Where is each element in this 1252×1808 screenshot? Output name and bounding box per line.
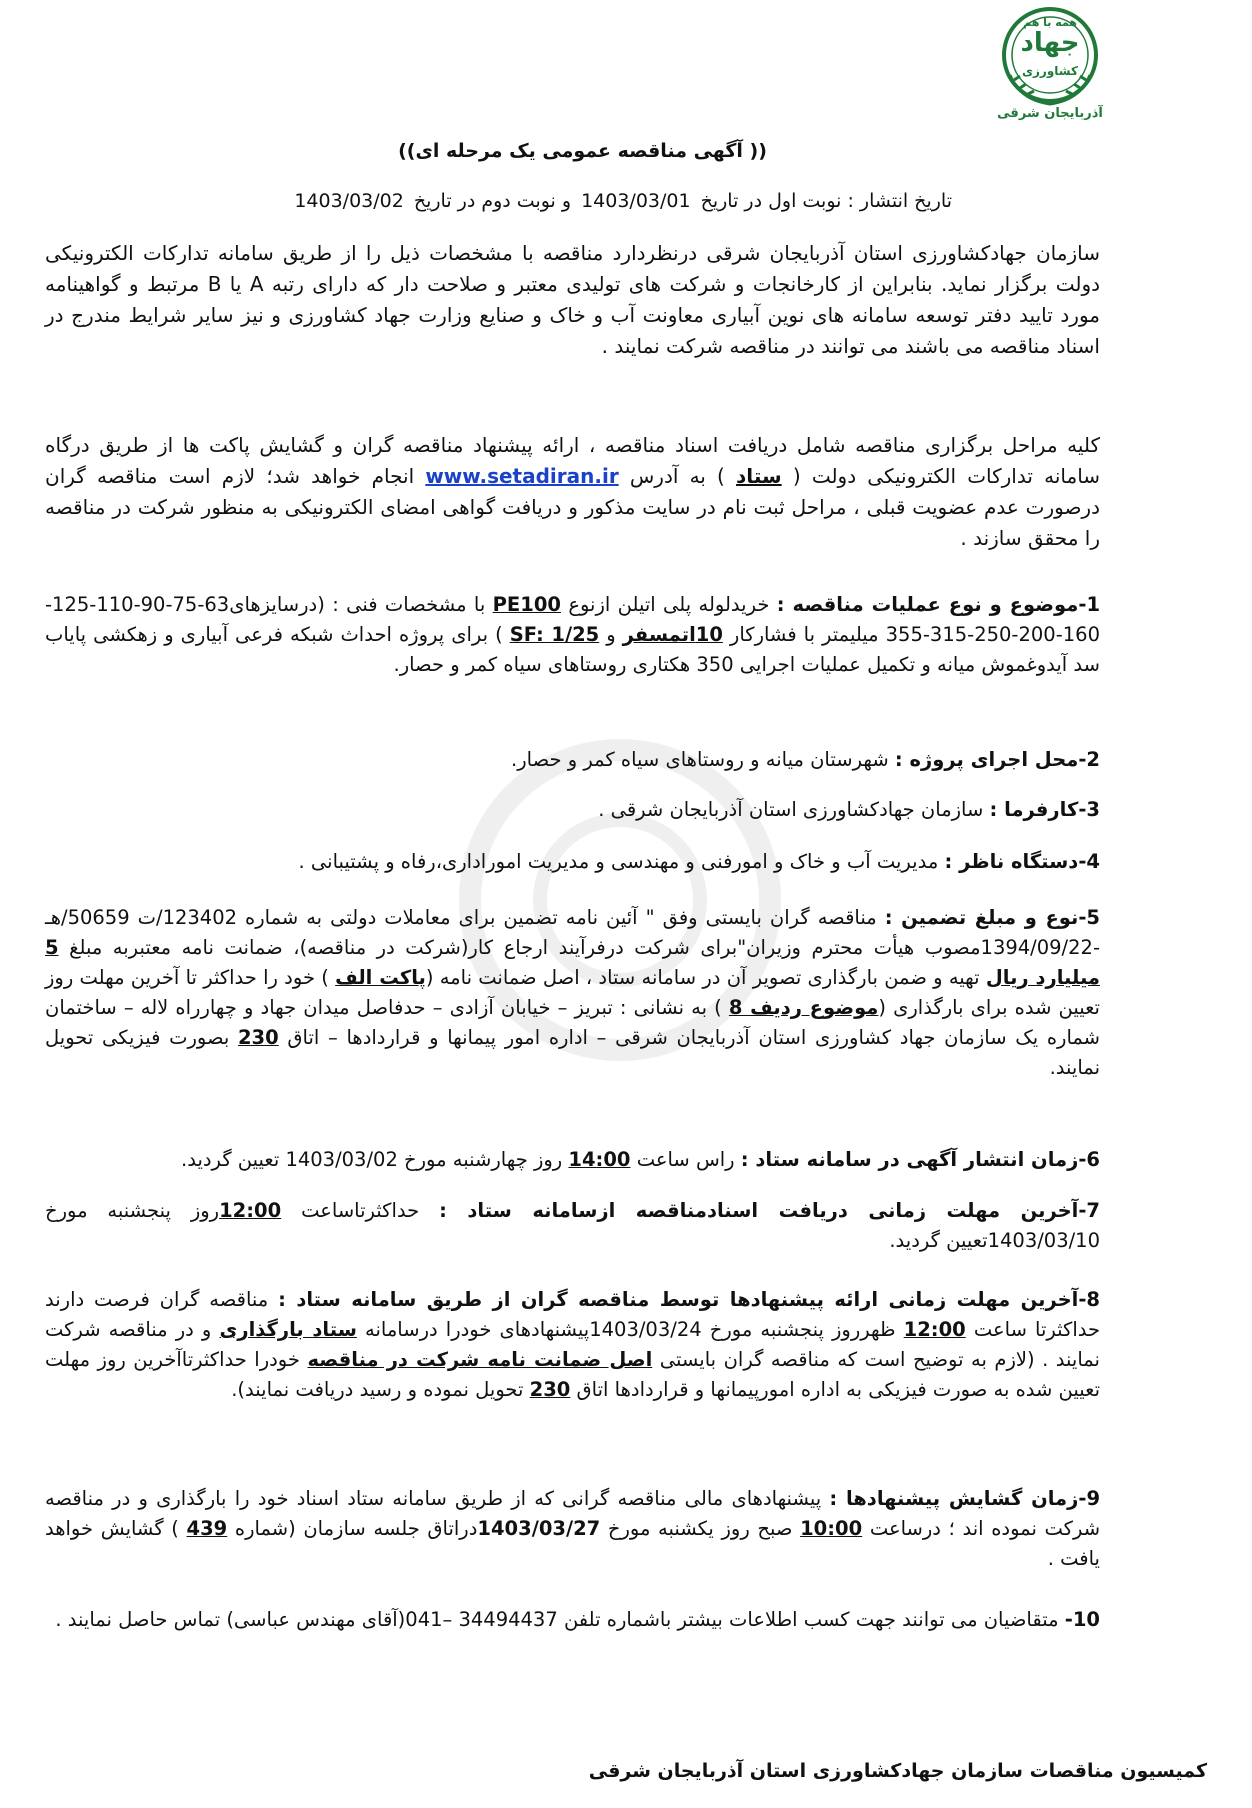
publication-label: تاریخ انتشار : نوبت اول در تاریخ [700, 190, 952, 212]
item-heading: زمان انتشار آگهی در سامانه ستاد : [740, 1148, 1079, 1171]
item-text: خریدلوله پلی اتیلن ازنوع [568, 593, 770, 616]
item-text: متقاضیان می توانند جهت کسب اطلاعات بیشتر باشماره تلفن 34494437 –041(آقای مهندس عباسی) تماس حاصل نمایند . [55, 1608, 1059, 1631]
item-heading: کارفرما : [989, 798, 1079, 821]
item-text: راس ساعت [636, 1148, 735, 1171]
item-project-location [45, 745, 1100, 775]
pipe-type: PE100 [492, 593, 561, 616]
room-number: 230 [237, 1026, 279, 1049]
procedure-text-2: ) به آدرس [629, 464, 725, 488]
publication-dates [284, 190, 952, 212]
item-bid-deadline [45, 1285, 1100, 1405]
guarantee-amount: 5 میلیارد ریال [45, 936, 1100, 989]
procedure-paragraph [45, 430, 1100, 554]
item-number: 9- [1078, 1487, 1101, 1510]
item-text: روز چهارشنبه مورخ 1403/03/02 تعیین گردید. [181, 1148, 563, 1171]
setadiran-link[interactable]: www.setadiran.ir [425, 464, 619, 488]
item-number: 7- [1078, 1199, 1100, 1222]
item-text: و [606, 623, 616, 646]
logo-main-text: جهاد [1020, 28, 1080, 58]
notice-title: (( آگهی مناقصه عمومی یک مرحله ای)) [398, 140, 767, 162]
item-number: 4- [1078, 850, 1100, 873]
item-text: بصورت فیزیکی تحویل نمایند. [45, 1026, 1100, 1079]
item-document-deadline [45, 1196, 1100, 1256]
item-text: خودرا حداکثرتاآخرین روز مهلت تعیین شده به صورت فیزیکی به اداره امورپیمانها و قراردادها اتاق [45, 1348, 1100, 1401]
item-text: ) گشایش خواهد یافت . [45, 1517, 1100, 1570]
item-supervisor [45, 847, 1100, 877]
item-heading: زمان گشایش پیشنهادها : [829, 1487, 1079, 1510]
item-text: تهیه و ضمن بارگذاری تصویر آن در سامانه ستاد ، اصل ضمانت نامه ( [425, 966, 980, 989]
opening-date: 1403/03/27 [477, 1517, 601, 1540]
item-text: تحویل نموده و رسید دریافت نمایند). [231, 1378, 524, 1401]
item-employer [45, 795, 1100, 825]
item-text: ) به نشانی : تبریز – خیابان آزادی – حدفاصل میدان جهاد و چهارراه لاله – ساختمان شماره یک سازمان جهاد کشاورزی استان آذربایجان شرقی – اداره امور پیمانها و قراردادها – اتاق [45, 996, 1101, 1049]
item-heading: موضوع و نوع عملیات مناقصه : [776, 593, 1079, 616]
working-pressure: 10اتمسفر [622, 623, 723, 646]
first-publication-date: 1403/03/01 [581, 190, 691, 212]
intro-paragraph: سازمان جهادکشاورزی استان آذربایجان شرقی درنظردارد مناقصه با مشخصات ذیل را از طریق سامانه تدارکات الکترونیکی دولت برگزار نماید. بنابراین از کارخانجات و شرکت های تولیدی معتبر و صلاحت دار که دارای رتبه A یا B مرتبط و گواهینامه مورد تایید دفتر توسعه سامانه های نوین آبیاری معاونت آب و خاک و صنایع وزارت جهاد کشاورزی و نیز سایر شرایط مندرج در اسناد مناقصه می باشند می توانند در مناقصه شرکت نمایند . [45, 241, 1101, 358]
item-text: و در مناقصه شرکت نمایند . (لازم به توضیح است که مناقصه گران بایستی [45, 1318, 1100, 1371]
setad-upload: ستاد بارگذاری [219, 1318, 357, 1341]
jahad-keshavarzi-logo [990, 0, 1110, 130]
procedure-text-3: انجام خواهد شد؛ لازم است مناقصه گران درصورت عدم عضویت قبلی ، مراحل ثبت نام در سایت مذکور و دریافت گواهی امضای الکترونیکی به منظور شرکت در مناقصه را محقق سازند . [45, 464, 1100, 550]
opening-time: 10:00 [800, 1517, 863, 1540]
item-text: حداکثرتاساعت [301, 1199, 420, 1222]
item-publication-time [45, 1145, 1100, 1175]
item-text: دراتاق جلسه سازمان (شماره [234, 1517, 478, 1540]
item-text: ) خود را حداکثر تا آخرین مهلت روز تعیین شده برای بارگذاری ( [45, 966, 1100, 1019]
publication-time: 14:00 [568, 1148, 631, 1171]
item-text: شهرستان میانه و روستاهای سیاه کمر و حصار. [511, 748, 889, 771]
meeting-room-number: 439 [186, 1517, 228, 1540]
room-number: 230 [529, 1378, 571, 1401]
logo-sub-text: کشاورزی [1022, 64, 1078, 78]
item-text: با مشخصات فنی : (درسایزهای63-75-90-110-125-160-200-250-315-355 میلیمتر با فشارکار [45, 593, 1100, 646]
item-text: مناقصه گران فرصت دارند حداکثرتا ساعت [45, 1288, 1101, 1341]
item-text: ) برای پروژه احداث شبکه فرعی آبیاری و زهکشی پایاب سد آیدوغموش میانه و تکمیل عملیات اجرایی 350 هکتاری روستاهای سیاه کمر و حصار. [45, 623, 1100, 676]
item-number: 10- [1064, 1608, 1100, 1631]
packet-a: پاکت الف [335, 966, 426, 989]
item-heading: محل اجرای پروژه : [894, 748, 1079, 771]
item-heading: آخرین مهلت زمانی دریافت اسنادمناقصه ازسامانه ستاد : [439, 1199, 1079, 1222]
footer-signature: کمیسیون مناقصات سازمان جهادکشاورزی استان آذربایجان شرقی [588, 1760, 1207, 1782]
item-guarantee [45, 903, 1100, 1083]
item-text: سازمان جهادکشاورزی استان آذربایجان شرقی . [598, 798, 984, 821]
item-text: روز پنجشنبه مورخ 1403/03/10تعیین گردید. [45, 1199, 1100, 1252]
item-text: ظهرروز پنجشنبه مورخ 1403/03/24پیشنهادهای خودرا درسامانه [365, 1318, 896, 1341]
item-bid-opening [45, 1484, 1100, 1574]
safety-factor: SF: 1/25 [509, 623, 600, 646]
item-tender-subject [45, 590, 1100, 680]
item-number: 1- [1078, 593, 1101, 616]
item-number: 6- [1078, 1148, 1100, 1171]
item-number: 3- [1078, 798, 1100, 821]
item-heading: آخرین مهلت زمانی ارائه پیشنهادها توسط مناقصه گران از طریق سامانه ستاد : [278, 1288, 1079, 1311]
item-heading: نوع و مبلغ تضمین : [884, 906, 1079, 929]
procedure-text-1: کلیه مراحل برگزاری مناقصه شامل دریافت اسناد مناقصه ، ارائه پیشنهاد مناقصه گران و گشایش پاکت ها از طریق درگاه سامانه تدارکات الکترونیکی دولت ( [45, 433, 1101, 488]
second-publication-label: و نوبت دوم در تاریخ [413, 190, 572, 212]
item-number: 5- [1078, 906, 1100, 929]
second-publication-date: 1403/03/02 [294, 190, 404, 212]
item-text: مدیریت آب و خاک و امورفنی و مهندسی و مدیریت اموراداری،رفاه و پشتیبانی . [298, 850, 939, 873]
item-heading: دستگاه ناظر : [944, 850, 1079, 873]
item-text: صبح روز یکشنبه مورخ [607, 1517, 793, 1540]
item-contact [45, 1605, 1100, 1635]
original-guarantee: اصل ضمانت نامه شرکت در مناقصه [307, 1348, 653, 1371]
logo-region-text: آذربایجان شرقی [997, 106, 1103, 121]
bid-deadline-time: 12:00 [903, 1318, 966, 1341]
item-text: مناقصه گران بایستی وفق " آئین نامه تضمین برای معاملات دولتی به شماره 123402/ت 50659/هـ -1394/09/22مصوب هیأت محترم وزیران"برای شرکت درفرآیند ارجاع کار(شرکت در مناقصه)، ضمانت نامه معتبربه مبلغ [45, 906, 1100, 959]
row-reference: موضوع ردیف 8 [728, 996, 879, 1019]
deadline-time: 12:00 [219, 1199, 282, 1222]
logo-top-text: همه با هم [1023, 16, 1077, 29]
item-number: 8- [1078, 1288, 1100, 1311]
item-text: پیشنهادهای مالی مناقصه گرانی که از طریق سامانه ستاد اسناد خود را بارگذاری و در مناقصه شرکت نموده اند ؛ درساعت [45, 1487, 1101, 1540]
setad-label: ستاد [736, 464, 782, 488]
item-number: 2- [1078, 748, 1100, 771]
